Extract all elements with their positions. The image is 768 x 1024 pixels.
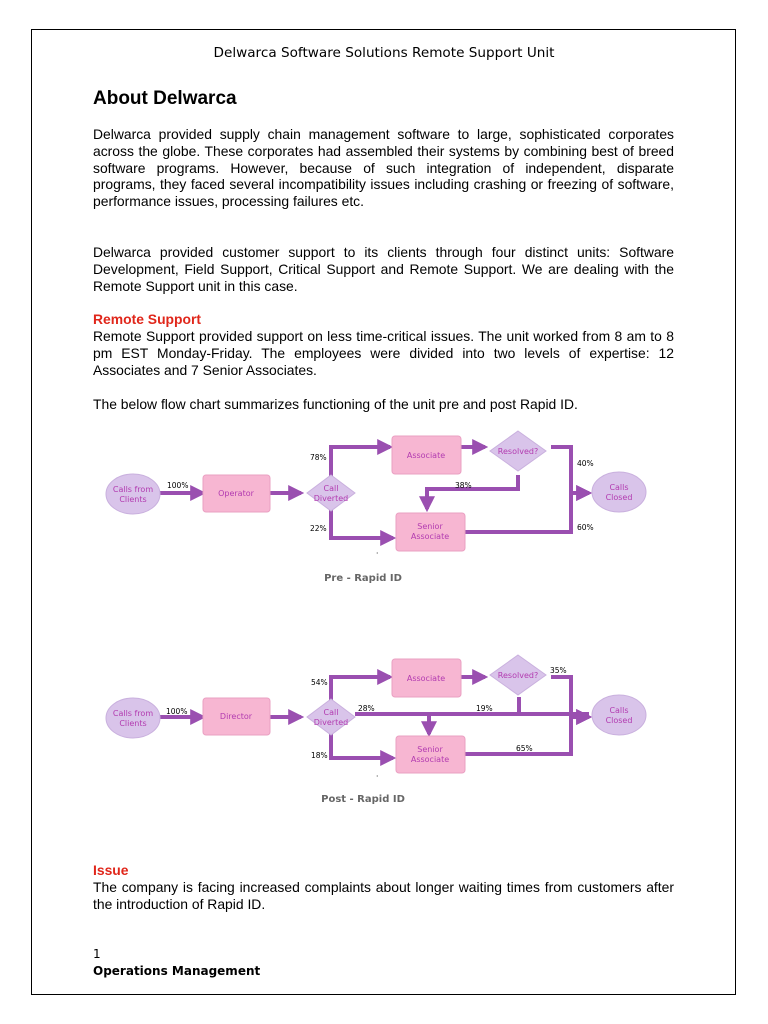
pct-senior-closed: 60% [577,523,594,532]
associate-node [392,436,461,474]
about-paragraph-2: Delwarca provided customer support to its clients through four distinct units: Software Development, Field Support, Critical Support and Remote Support. We are dealing with the Remote Support unit in this case. [93,244,674,294]
issue-heading: Issue [93,862,129,878]
senior-label: Senior [417,522,443,531]
closed-label: Closed [605,716,633,725]
senior-associate-node [396,736,465,773]
pct-senior-closed: 65% [516,744,533,753]
calls-from-clients-node [106,698,160,738]
pct-to-resolved: 28% [358,704,375,713]
footer-label: Operations Management [93,964,261,978]
pct-to-associate: 78% [310,453,327,462]
calls-closed-node [592,695,646,735]
remote-support-heading: Remote Support [93,311,202,327]
diverted-label: Diverted [313,718,349,727]
operator-label: Operator [218,489,254,498]
post-rapid-id-flowchart [93,645,674,855]
resolved-node [490,431,546,471]
associate-label: Associate [406,451,446,460]
director-node [203,698,270,735]
resolved-label: Resolved? [497,447,539,456]
calls-label: Calls [609,706,629,715]
pct-calls-in: 100% [167,481,189,490]
calls-from-clients-node [106,474,160,514]
about-paragraph-1: Delwarca provided supply chain management software to large, sophisticated corporates across the globe. These corporates had assembled their systems by combining best of breed software programs. However, because of such integration of independent, disparate programs, they faced several incompatibility issues including crashing or freezing of software, performance issues, processing failures etc. [93,126,674,210]
closed-label: Closed [605,493,633,502]
senior-associate-node [396,513,465,551]
calls-from-label: Calls from [112,709,154,718]
page-title: About Delwarca [93,88,237,109]
associate-label: Associate [406,674,446,683]
pct-to-senior: 22% [310,524,327,533]
chart-dot: · [376,549,379,558]
call-label: Call [323,708,339,717]
resolved-node [490,655,546,695]
pct-to-senior: 18% [311,751,328,760]
page-header: Delwarca Software Solutions Remote Support Unit [213,45,555,61]
senior-label: Senior [417,745,443,754]
chart-dot: · [376,772,379,781]
pre-rapid-id-flowchart [93,425,674,635]
resolved-label: Resolved? [497,671,539,680]
calls-closed-node [592,472,646,512]
diverted-label: Diverted [313,494,349,503]
clients-label: Clients [119,495,147,504]
associate-node [392,659,461,697]
pct-to-associate: 54% [311,678,328,687]
calls-label: Calls [609,483,629,492]
pct-back-to-senior: 38% [455,481,472,490]
operator-node [203,475,270,512]
call-label: Call [323,484,339,493]
issue-paragraph: The company is facing increased complaints about longer waiting times from customers after the introduction of Rapid ID. [93,879,674,912]
senior-associate-label: Associate [410,755,450,764]
post-caption: Post - Rapid ID [321,794,405,805]
calls-from-label: Calls from [112,485,154,494]
pct-resolved: 40% [577,459,594,468]
director-label: Director [219,712,253,721]
pct-resolved: 35% [550,666,567,675]
call-diverted-node [307,475,355,511]
page-number: 1 [93,947,101,961]
call-diverted-node [307,699,355,735]
pre-caption: Pre - Rapid ID [324,573,402,584]
pct-back-to-senior: 19% [476,704,493,713]
senior-associate-label: Associate [410,532,450,541]
pct-calls-in: 100% [166,707,188,716]
clients-label: Clients [119,719,147,728]
flowchart-intro: The below flow chart summarizes functioning of the unit pre and post Rapid ID. [93,396,578,412]
remote-support-paragraph: Remote Support provided support on less time-critical issues. The unit worked from 8 am to 8 pm EST Monday-Friday. The employees were divided into two levels of expertise: 12 Associates and 7 Senior Associates. [93,328,674,378]
